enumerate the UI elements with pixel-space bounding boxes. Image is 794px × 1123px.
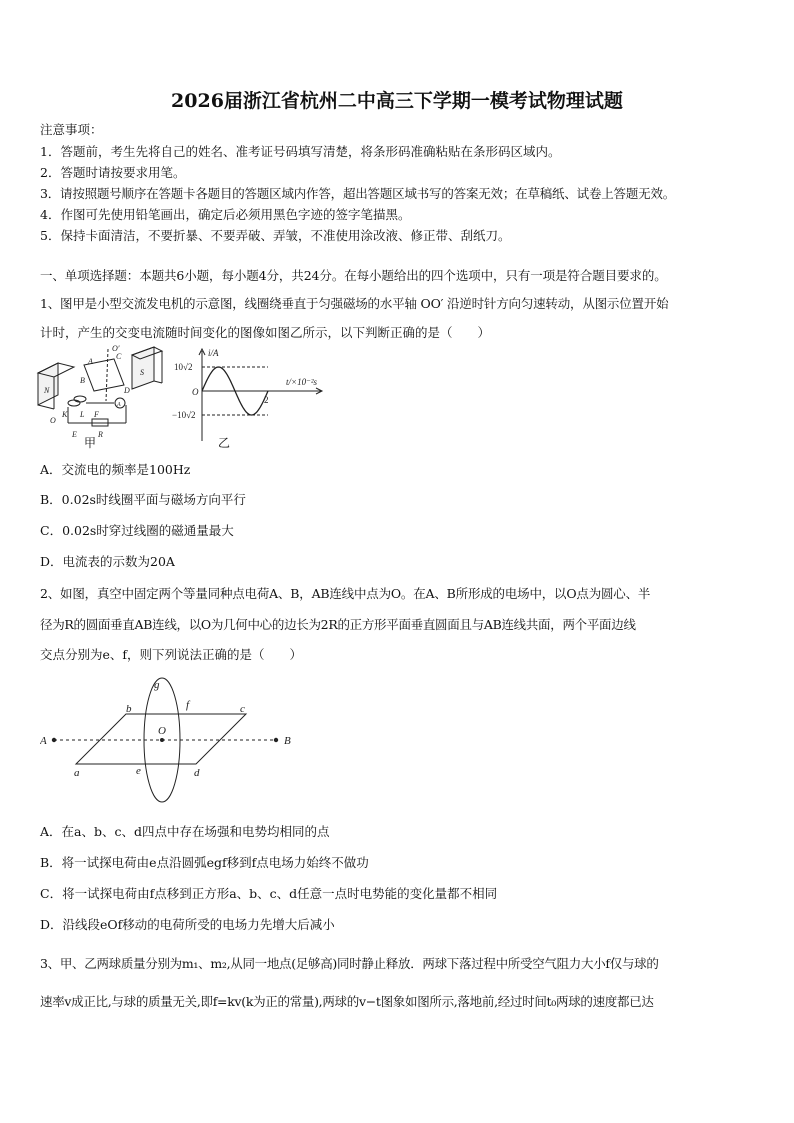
origin-label: O (192, 387, 199, 397)
label-b: B (80, 376, 85, 385)
figure-caption-jia: 甲 (84, 436, 97, 450)
point-g: g (154, 679, 160, 691)
page-title: 2026届浙江省杭州二中高三下学期一模考试物理试题 (171, 90, 623, 112)
notice-item-4: 4．作图可先使用铅笔画出，确定后必须用黑色字迹的签字笔描黑。 (40, 207, 411, 222)
vertex-c: c (240, 703, 245, 715)
label-e: E (72, 430, 77, 439)
vertex-d: d (194, 767, 200, 779)
charge-field-diagram (40, 672, 310, 807)
q1-option-d: D．电流表的示数为20A (40, 554, 175, 569)
label-a: A (88, 357, 93, 366)
figure-caption-yi: 乙 (218, 436, 231, 450)
section-heading: 一、单项选择题：本题共6小题，每小题4分，共24分。在每小题给出的四个选项中，只有一项是符合题目要求的。 (40, 268, 667, 283)
q1-option-a: A．交流电的频率是100Hz (40, 462, 191, 477)
y-tick-bottom: −10√2 (172, 410, 196, 420)
notice-item-3: 3．请按照题号顺序在答题卡各题目的答题区域内作答，超出答题区域书写的答案无效；在草稿纸、试卷上答题无效。 (40, 186, 676, 201)
label-o: O (50, 416, 56, 425)
current-time-graph (172, 345, 332, 445)
point-o: O (158, 725, 166, 737)
point-e: e (136, 765, 141, 777)
y-axis-label: i/A (208, 348, 219, 358)
label-k: K (62, 410, 68, 419)
q1-option-c: C．0.02s时穿过线圈的磁通量最大 (40, 523, 234, 538)
vertex-b: b (126, 703, 132, 715)
q1-stem-line1: 1、图甲是小型交流发电机的示意图，线圈绕垂直于匀强磁场的水平轴 OO′ 沿逆时针方向匀速转动，从图示位置开始 (40, 296, 669, 311)
point-f: f (186, 699, 190, 711)
notice-item-1: 1．答题前，考生先将自己的姓名、准考证号码填写清楚，将条形码准确粘贴在条形码区域内。 (40, 144, 561, 159)
label-s: S (140, 368, 144, 377)
q2-stem-line3: 交点分别为e、f，则下列说法正确的是（ ） (40, 647, 303, 662)
label-f: F (94, 410, 99, 419)
q1-option-b: B．0.02s时线圈平面与磁场方向平行 (40, 492, 246, 507)
q1-stem-line2: 计时，产生的交变电流随时间变化的图像如图乙所示，以下判断正确的是（ ） (40, 325, 491, 340)
q2-option-a: A．在a、b、c、d四点中存在场强和电势均相同的点 (40, 824, 330, 839)
generator-diagram (36, 343, 166, 451)
q3-stem-line2: 速率v成正比,与球的质量无关,即f=kv(k为正的常量),两球的v−t图象如图所示,落地前,经过时间t₀两球的速度都已达 (40, 994, 654, 1009)
label-r: R (98, 430, 103, 439)
q3-stem-line1: 3、甲、乙两球质量分别为m₁、m₂,从同一地点(足够高)同时静止释放．两球下落过程中所受空气阻力大小f仅与球的 (40, 956, 659, 971)
label-l: L (80, 410, 85, 419)
q2-stem-line1: 2、如图，真空中固定两个等量同种点电荷A、B，AB连线中点为O。在A、B所形成的电场中，以O点为圆心、半 (40, 586, 651, 601)
label-d: D (124, 386, 130, 395)
vertex-a: a (74, 767, 80, 779)
x-tick-2: 2 (264, 395, 269, 405)
q2-option-b: B．将一试探电荷由e点沿圆弧egf移到f点电场力始终不做功 (40, 855, 369, 870)
point-b-charge: B (284, 735, 291, 747)
y-tick-top: 10√2 (174, 362, 193, 372)
point-a-charge: A (40, 735, 47, 747)
label-o-prime: O′ (112, 344, 120, 353)
q2-option-c: C．将一试探电荷由f点移到正方形a、b、c、d任意一点时电势能的变化量都不相同 (40, 886, 498, 901)
label-n: N (44, 386, 50, 395)
notice-heading: 注意事项： (40, 122, 103, 137)
label-c: C (116, 352, 122, 361)
notice-item-2: 2．答题时请按要求用笔。 (40, 165, 186, 180)
q2-option-d: D．沿线段eOf移动的电荷所受的电场力先增大后减小 (40, 917, 335, 932)
notice-item-5: 5．保持卡面清洁，不要折暴、不要弄破、弄皱，不准使用涂改液、修正带、刮纸刀。 (40, 228, 511, 243)
q2-stem-line2: 径为R的圆面垂直AB连线，以O为几何中心的边长为2R的正方形平面垂直圆面且与AB连线共面，两个平面边线 (40, 617, 636, 632)
x-axis-label: t/×10⁻²s (286, 377, 318, 387)
ammeter-label: A (117, 402, 121, 408)
